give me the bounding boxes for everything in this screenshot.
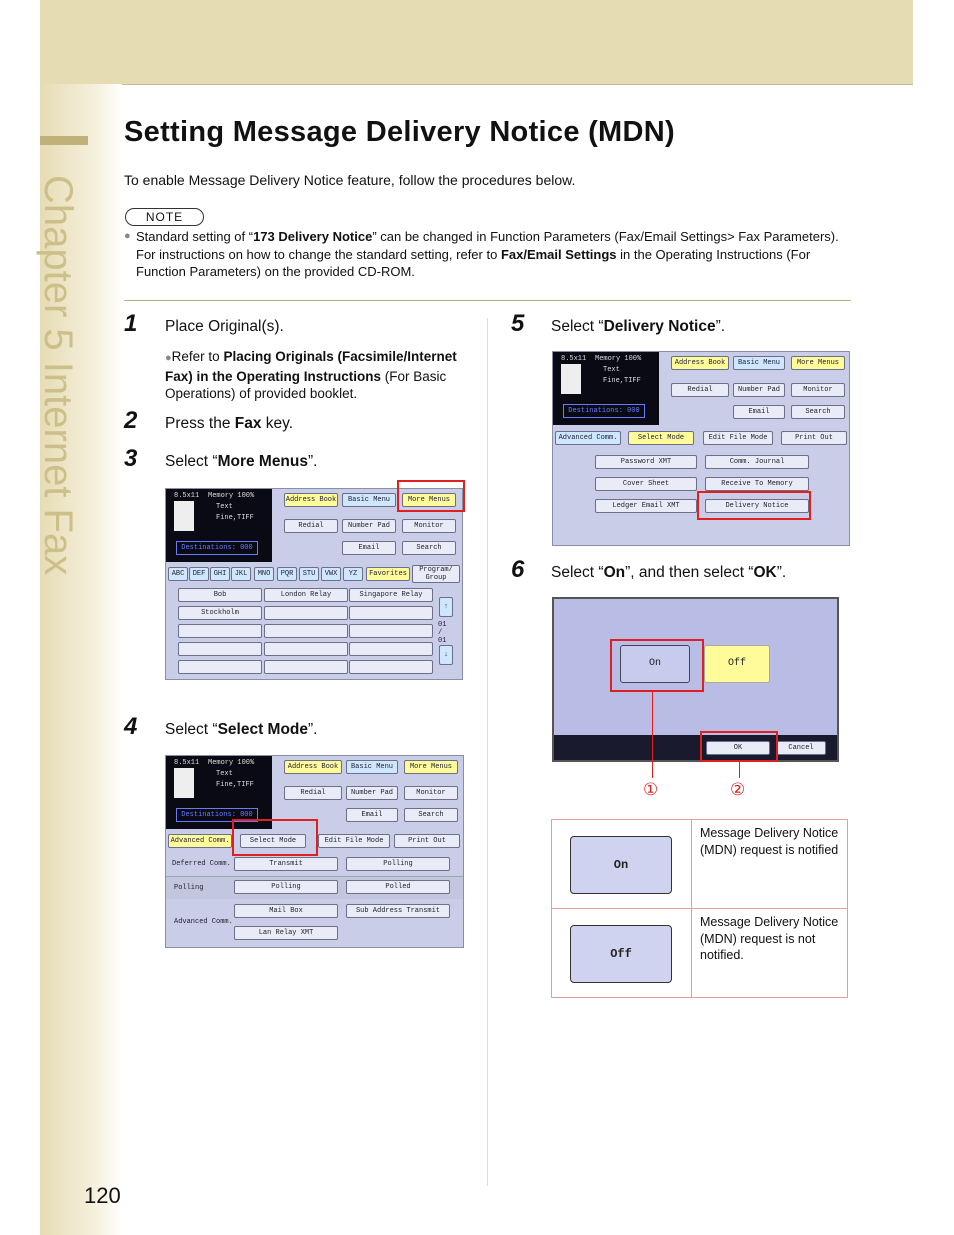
off-button: Off bbox=[570, 925, 672, 983]
document-icon bbox=[561, 364, 581, 394]
polling-button[interactable]: Polling bbox=[234, 880, 338, 894]
divider bbox=[124, 300, 851, 301]
note-badge: NOTE bbox=[125, 208, 204, 226]
step-number: 2 bbox=[124, 407, 138, 434]
row-label: Advanced Comm. bbox=[174, 918, 233, 926]
cancel-button[interactable]: Cancel bbox=[776, 741, 826, 755]
address-entry[interactable] bbox=[264, 624, 348, 638]
option-description: Message Delivery Notice (MDN) request is notified bbox=[692, 820, 848, 909]
option-image-cell bbox=[552, 820, 692, 909]
tab-mno[interactable]: MNO bbox=[254, 567, 274, 581]
tab-advanced-comm[interactable]: Advanced Comm. bbox=[168, 834, 232, 848]
highlight-box bbox=[232, 819, 318, 856]
document-icon bbox=[174, 768, 194, 798]
address-entry[interactable]: London Relay bbox=[264, 588, 348, 602]
callout-1: ① bbox=[643, 780, 659, 799]
address-book-button[interactable]: Address Book bbox=[284, 493, 338, 507]
monitor-button[interactable]: Monitor bbox=[402, 519, 456, 533]
tab-program-group[interactable]: Program/ Group bbox=[412, 565, 460, 583]
address-entry[interactable] bbox=[349, 606, 433, 620]
address-entry[interactable] bbox=[349, 642, 433, 656]
highlight-box bbox=[700, 731, 778, 762]
cover-sheet-button[interactable]: Cover Sheet bbox=[595, 477, 697, 491]
address-entry[interactable] bbox=[264, 660, 348, 674]
step-text: Place Original(s). bbox=[165, 318, 284, 335]
receive-to-memory-button[interactable]: Receive To Memory bbox=[705, 477, 809, 491]
status-panel: 8.5x11 Memory 100% Text Fine,TIFF Destinations: 000 bbox=[166, 489, 272, 562]
polling-button[interactable]: Polling bbox=[346, 857, 450, 871]
address-entry[interactable]: Bob bbox=[178, 588, 262, 602]
address-entry[interactable] bbox=[178, 660, 262, 674]
step-subnote: ●Refer to Placing Originals (Facsimile/Internet Fax) in the Operating Instructions (For Basic Operations) of provided booklet. bbox=[165, 349, 457, 401]
document-icon bbox=[174, 501, 194, 531]
callout-line bbox=[739, 762, 740, 778]
bullet-icon: ● bbox=[124, 230, 131, 242]
basic-menu-button[interactable]: Basic Menu bbox=[346, 760, 398, 774]
redial-button[interactable]: Redial bbox=[671, 383, 729, 397]
tab-edit-file-mode[interactable]: Edit File Mode bbox=[703, 431, 773, 445]
basic-menu-button[interactable]: Basic Menu bbox=[342, 493, 396, 507]
tab-print-out[interactable]: Print Out bbox=[781, 431, 847, 445]
search-button[interactable]: Search bbox=[404, 808, 458, 822]
address-entry[interactable]: Singapore Relay bbox=[349, 588, 433, 602]
on-button: On bbox=[570, 836, 672, 894]
tab-print-out[interactable]: Print Out bbox=[394, 834, 460, 848]
basic-menu-button[interactable]: Basic Menu bbox=[733, 356, 785, 370]
mail-box-button[interactable]: Mail Box bbox=[234, 904, 338, 918]
step-text: Select “Select Mode”. bbox=[165, 721, 318, 738]
more-menus-button[interactable]: More Menus bbox=[791, 356, 845, 370]
password-xmt-button[interactable]: Password XMT bbox=[595, 455, 697, 469]
status-panel: 8.5x11 Memory 100% Text Fine,TIFF Destinations: 000 bbox=[553, 352, 659, 425]
lan-relay-xmt-button[interactable]: Lan Relay XMT bbox=[234, 926, 338, 940]
redial-button[interactable]: Redial bbox=[284, 786, 342, 800]
ok-button[interactable]: OK bbox=[706, 741, 770, 755]
tab-yz[interactable]: YZ bbox=[343, 567, 363, 581]
tab-ghi[interactable]: GHI bbox=[210, 567, 230, 581]
screen-more-menus bbox=[165, 488, 463, 680]
transmit-button[interactable]: Transmit bbox=[234, 857, 338, 871]
step-number: 4 bbox=[124, 713, 138, 740]
option-description: Message Delivery Notice (MDN) request is not notified. bbox=[692, 909, 848, 998]
option-image-cell bbox=[552, 909, 692, 998]
on-button[interactable]: On bbox=[620, 645, 690, 683]
email-button[interactable]: Email bbox=[342, 541, 396, 555]
highlight-box bbox=[610, 639, 704, 692]
arrow-up-icon[interactable]: ↑ bbox=[439, 597, 453, 617]
address-entry[interactable] bbox=[349, 660, 433, 674]
address-entry[interactable] bbox=[264, 606, 348, 620]
tab-favorites[interactable]: Favorites bbox=[366, 567, 410, 581]
number-pad-button[interactable]: Number Pad bbox=[733, 383, 785, 397]
search-button[interactable]: Search bbox=[791, 405, 845, 419]
row-label: Deferred Comm. bbox=[172, 860, 231, 868]
delivery-notice-button[interactable]: Delivery Notice bbox=[705, 499, 809, 513]
tab-jkl[interactable]: JKL bbox=[231, 567, 251, 581]
tab-def[interactable]: DEF bbox=[189, 567, 209, 581]
chapter-marker bbox=[40, 136, 88, 145]
more-menus-button[interactable]: More Menus bbox=[404, 760, 458, 774]
tab-advanced-comm[interactable]: Advanced Comm. bbox=[555, 431, 621, 445]
page-number: 120 bbox=[84, 1183, 121, 1208]
number-pad-button[interactable]: Number Pad bbox=[342, 519, 396, 533]
address-book-button[interactable]: Address Book bbox=[671, 356, 729, 370]
address-book-button[interactable]: Address Book bbox=[284, 760, 342, 774]
tab-edit-file-mode[interactable]: Edit File Mode bbox=[318, 834, 390, 848]
sub-address-transmit-button[interactable]: Sub Address Transmit bbox=[346, 904, 450, 918]
table-row bbox=[552, 820, 848, 909]
header-band bbox=[40, 0, 913, 85]
monitor-button[interactable]: Monitor bbox=[791, 383, 845, 397]
row-label: Polling bbox=[174, 884, 204, 892]
off-button[interactable]: Off bbox=[704, 645, 770, 683]
step-number: 6 bbox=[511, 556, 525, 583]
callout-2: ② bbox=[730, 780, 746, 799]
step-number: 5 bbox=[511, 310, 525, 337]
comm-journal-button[interactable]: Comm. Journal bbox=[705, 455, 809, 469]
intro-text: To enable Message Delivery Notice feature, follow the procedures below. bbox=[124, 172, 576, 188]
callout-line bbox=[652, 690, 653, 778]
note-text: ● Standard setting of “173 Delivery Notice” can be changed in Function Parameters (Fax/Email Settings> Fax Parameters). For instructions on how to change the standard setting, refer to Fax/Email Settings in the Operating Instructions (For Function Parameters) on the provided CD-ROM. bbox=[124, 229, 839, 279]
page-title: Setting Message Delivery Notice (MDN) bbox=[124, 116, 675, 148]
tab-pqr[interactable]: PQR bbox=[277, 567, 297, 581]
email-button[interactable]: Email bbox=[733, 405, 785, 419]
options-table bbox=[551, 819, 848, 998]
address-entry[interactable] bbox=[264, 642, 348, 656]
tab-abc[interactable]: ABC bbox=[168, 567, 188, 581]
bullet-icon: ● bbox=[165, 352, 172, 364]
tab-select-mode[interactable]: Select Mode bbox=[240, 834, 306, 848]
highlight-box bbox=[397, 480, 465, 512]
step-text: Select “On”, and then select “OK”. bbox=[551, 564, 787, 581]
step-text: Press the Fax key. bbox=[165, 415, 294, 432]
status-panel: 8.5x11 Memory 100% Text Fine,TIFF Destinations: 000 bbox=[166, 756, 272, 829]
search-button[interactable]: Search bbox=[402, 541, 456, 555]
polled-button[interactable]: Polled bbox=[346, 880, 450, 894]
chapter-label: Chapter 5 Internet Fax bbox=[36, 175, 80, 576]
table-row bbox=[552, 909, 848, 998]
arrow-down-icon[interactable]: ↓ bbox=[439, 645, 453, 665]
ledger-email-xmt-button[interactable]: Ledger Email XMT bbox=[595, 499, 697, 513]
step-text: Select “More Menus”. bbox=[165, 453, 318, 470]
address-entry[interactable]: Stockholm bbox=[178, 606, 262, 620]
address-entry[interactable] bbox=[178, 624, 262, 638]
page-indicator: 01 / 01 bbox=[438, 621, 447, 645]
redial-button[interactable]: Redial bbox=[284, 519, 338, 533]
step-number: 1 bbox=[124, 310, 138, 337]
step-number: 3 bbox=[124, 445, 138, 472]
highlight-box bbox=[697, 491, 811, 520]
tab-select-mode[interactable]: Select Mode bbox=[628, 431, 694, 445]
step-text: Select “Delivery Notice”. bbox=[551, 318, 726, 335]
column-divider bbox=[487, 318, 488, 1186]
tab-vwx[interactable]: VWX bbox=[321, 567, 341, 581]
monitor-button[interactable]: Monitor bbox=[404, 786, 458, 800]
address-entry[interactable] bbox=[178, 642, 262, 656]
address-entry[interactable] bbox=[349, 624, 433, 638]
tab-stu[interactable]: STU bbox=[299, 567, 319, 581]
more-menus-button[interactable]: More Menus bbox=[402, 493, 456, 507]
email-button[interactable]: Email bbox=[346, 808, 398, 822]
number-pad-button[interactable]: Number Pad bbox=[346, 786, 398, 800]
